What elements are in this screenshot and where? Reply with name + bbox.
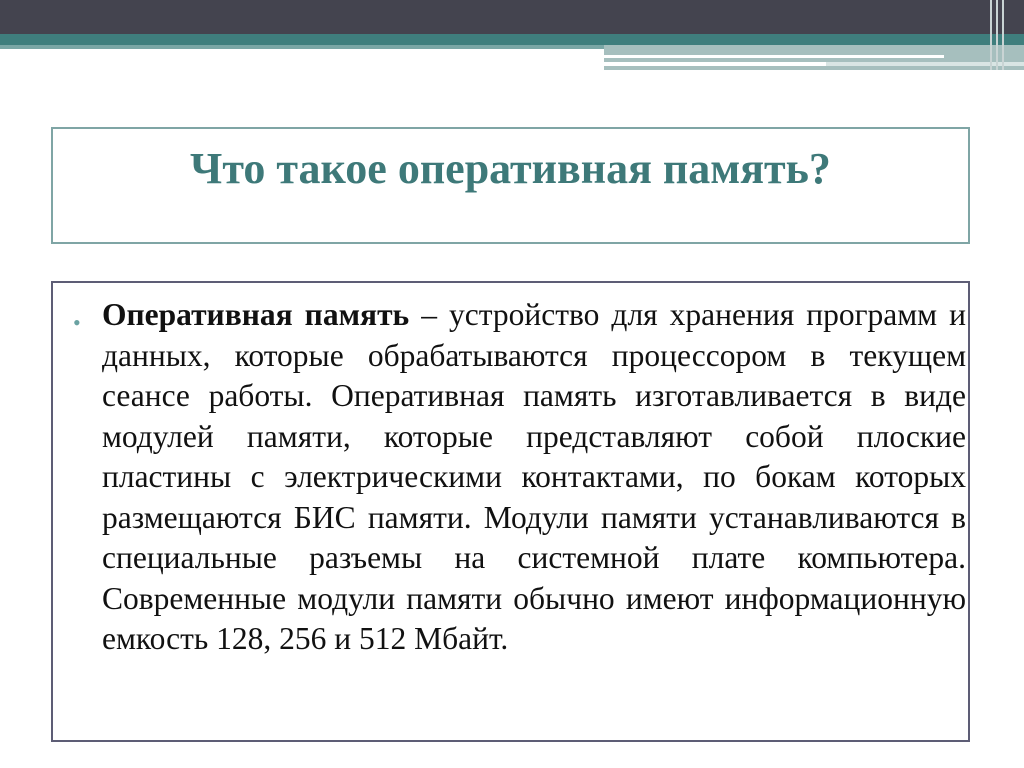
definition-term: Оперативная память bbox=[102, 297, 410, 332]
header-dark-band bbox=[0, 0, 1024, 34]
title-box bbox=[51, 127, 970, 244]
bullet-icon: • bbox=[73, 310, 81, 335]
stripe bbox=[604, 55, 944, 58]
vertical-line bbox=[990, 0, 992, 70]
header-teal-underline bbox=[0, 45, 604, 49]
vertical-line bbox=[1002, 0, 1004, 70]
header-teal-band bbox=[0, 34, 1024, 45]
header-right-stripes bbox=[604, 45, 1024, 70]
slide-title: Что такое оперативная память? bbox=[190, 144, 831, 193]
stripe bbox=[604, 62, 826, 66]
definition-text: – устройство для хранения программ и данных, которые обрабатываются процессором в текущем сеансе работы. Оперативная память изготавливается в виде модулей памяти, которые представляют собой плоские пластины с электрическими контактами, по бокам которых размещаются БИС памяти. Модули памяти устанавливаются в специальные разъемы на системной плате компьютера. Современные модули памяти обычно имеют информационную емкость 128, 256 и 512 Мбайт. bbox=[102, 297, 966, 656]
vertical-line bbox=[996, 0, 998, 70]
content-box bbox=[51, 281, 970, 742]
definition-paragraph bbox=[102, 295, 966, 660]
header-vertical-lines bbox=[990, 0, 1010, 70]
